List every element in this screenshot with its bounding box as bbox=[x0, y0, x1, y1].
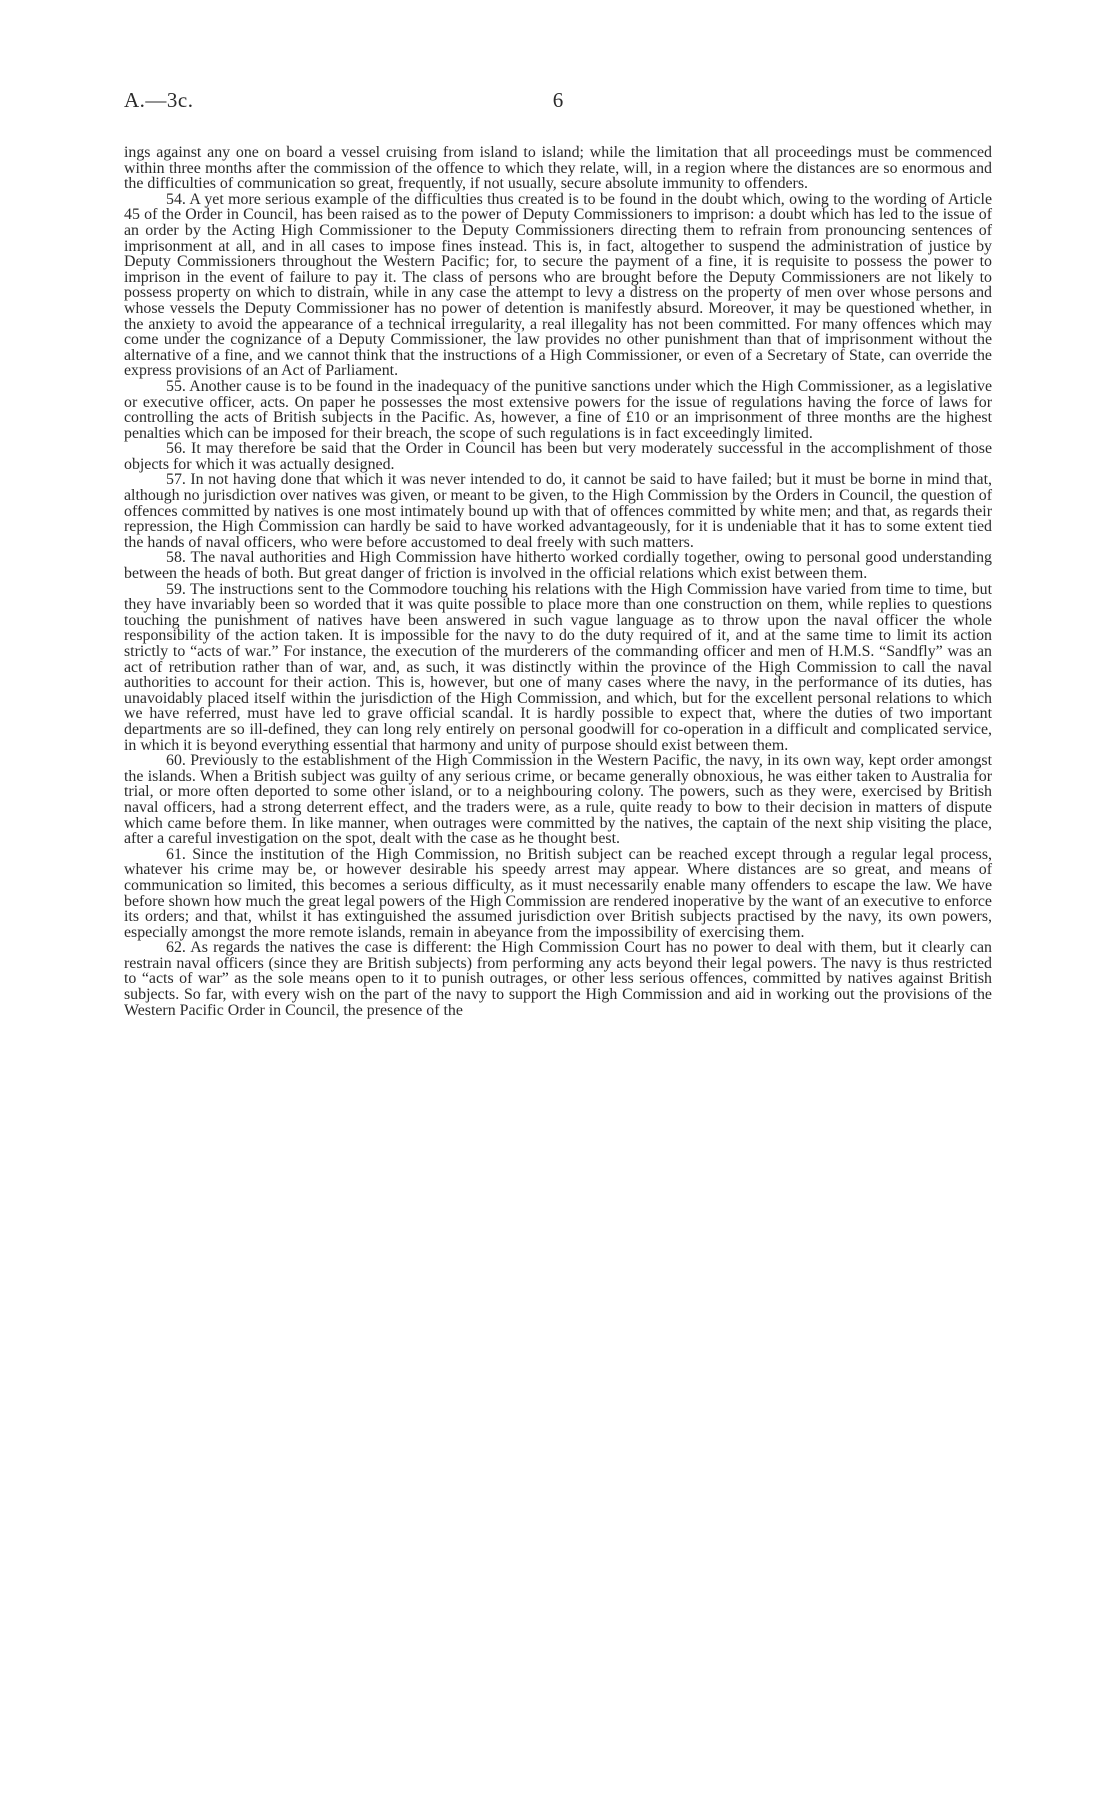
page-header bbox=[124, 88, 992, 118]
paragraph-58: 58. The naval authorities and High Commission have hitherto worked cordially together, owing to personal good understanding between the heads of both. But great danger of friction is involved in the official relations which exist between them. bbox=[124, 549, 992, 583]
paragraph-59: 59. The instructions sent to the Commodore touching his relations with the High Commission have varied from time to time, but they have invariably been so worded that it was quite possible to place more than one construction on them, while replies to questions touching the punishment of natives have been answered in such vague language as to throw upon the naval officer the whole responsibility of the action taken. It is impossible for the navy to do the duty required of it, and at the same time to limit its action strictly to “acts of war.” For instance, the execution of the murderers of the commanding officer and men of H.M.S. “Sandfly” was an act of retribution rather than of war, and, as such, it was distinctly within the province of the High Commission to call the naval authorities to account for their action. This is, however, but one of many cases where the navy, in the performance of its duties, has unavoidably placed itself within the jurisdiction of the High Commission, and which, but for the excellent personal relations to which we have referred, must have led to grave official scandal. It is hardly possible to expect that, where the duties of two important departments are so ill-defined, they can long rely entirely on personal goodwill for co-operation in a difficult and complicated service, in which it is beyond everything essential that harmony and unity of purpose should exist between them. bbox=[124, 580, 992, 754]
paragraph-55: 55. Another cause is to be found in the inadequacy of the punitive sanctions under which the High Commissioner, as a legislative or executive officer, acts. On paper he possesses the most extensive powers for the issue of regulations having the force of laws for controlling the acts of British subjects in the Pacific. As, however, a fine of £10 or an imprisonment of three months are the highest penalties which can be imposed for their breach, the scope of such regulations is in fact exceedingly limited. bbox=[124, 377, 992, 442]
paragraph-57: 57. In not having done that which it was never intended to do, it cannot be said to have failed; but it must be borne in mind that, although no jurisdiction over natives was given, or meant to be given, to the High Commission by the Orders in Council, the question of offences committed by natives is one most intimately bound up with that of offences committed by white men; and that, as regards their repression, the High Commission can hardly be said to have worked advantageously, for it is undeniable that it has to some extent tied the hands of naval officers, who were before accustomed to deal freely with such matters. bbox=[124, 471, 992, 551]
paragraph-62: 62. As regards the natives the case is different: the High Commission Court has no power to deal with them, but it clearly can restrain naval officers (since they are British subjects) from performing any acts beyond their legal powers. The navy is thus restricted to “acts of war” as the sole means open to it to punish outrages, or other less serious offences, committed by natives against British subjects. So far, with every wish on the part of the navy to support the High Commission and aid in working out the provisions of the Western Pacific Order in Council, the presence of the bbox=[124, 939, 992, 1019]
paragraph-continuation: ings against any one on board a vessel cruising from island to island; while the limitation that all proceedings must be commenced within three months after the commission of the offence to which they relate, will, in a region where the distances are so enormous and the difficulties of communication so great, frequently, if not usually, secure absolute immunity to offenders. bbox=[124, 144, 992, 193]
paragraph-56: 56. It may therefore be said that the Order in Council has been but very moderately successful in the accomplishment of those objects for which it was actually designed. bbox=[124, 440, 992, 473]
document-reference: A.—3c. bbox=[124, 88, 194, 112]
paragraph-60: 60. Previously to the establishment of the High Commission in the Western Pacific, the navy, in its own way, kept order amongst the islands. When a British subject was guilty of any serious crime, or became generally obnoxious, he was either taken to Australia for trial, or more often deported to some other island, or to a neighbouring colony. The powers, such as they were, exercised by British naval officers, had a strong deterrent effect, and the traders were, as a rule, quite ready to bow to their decision in matters of dispute which came before them. In like manner, when outrages were committed by the natives, the captain of the next ship visiting the place, after a careful investigation on the spot, dealt with the case as he thought best. bbox=[124, 752, 992, 848]
document-body bbox=[124, 145, 992, 1018]
page-number: 6 bbox=[552, 88, 564, 112]
paragraph-61: 61. Since the institution of the High Commission, no British subject can be reached except through a regular legal process, whatever his crime may be, or however desirable his speedy arrest may appear. Where distances are so great, and means of communication so limited, this becomes a serious difficulty, as it must necessarily enable many offenders to escape the law. We have before shown how much the great legal powers of the High Commission are rendered inoperative by the want of an executive to enforce its orders; and that, whilst it has extinguished the assumed jurisdiction over British subjects practised by the navy, its own powers, especially amongst the more remote islands, remain in abeyance from the impossibility of exercising them. bbox=[124, 845, 992, 941]
paragraph-54: 54. A yet more serious example of the difficulties thus created is to be found in the doubt which, owing to the wording of Article 45 of the Order in Council, has been raised as to the power of Deputy Commissioners to imprison: a doubt which has led to the issue of an order by the Acting High Commissioner to the Deputy Commissioners directing them to refrain from pronouncing sentences of imprisonment at all, and in all cases to impose fines instead. This is, in fact, altogether to suspend the administration of justice by Deputy Commissioners throughout the Western Pacific; for, to secure the payment of a fine, it is requisite to possess the power to imprison in the event of failure to pay it. The class of persons who are brought before the Deputy Commissioners are not likely to possess property on which to distrain, while in any case the attempt to levy a distress on the property of men over whose persons and whose vessels the Deputy Commissioner has no power of detention is manifestly absurd. Moreover, it may be questioned whether, in the anxiety to avoid the appearance of a technical irregularity, a real illegality has not been committed. For many offences which may come under the cognizance of a Deputy Commissioner, the law provides no other punishment than that of imprisonment without the alternative of a fine, and we cannot think that the instructions of a High Commissioner, or even of a Secretary of State, can override the express provisions of an Act of Parliament. bbox=[124, 190, 992, 380]
